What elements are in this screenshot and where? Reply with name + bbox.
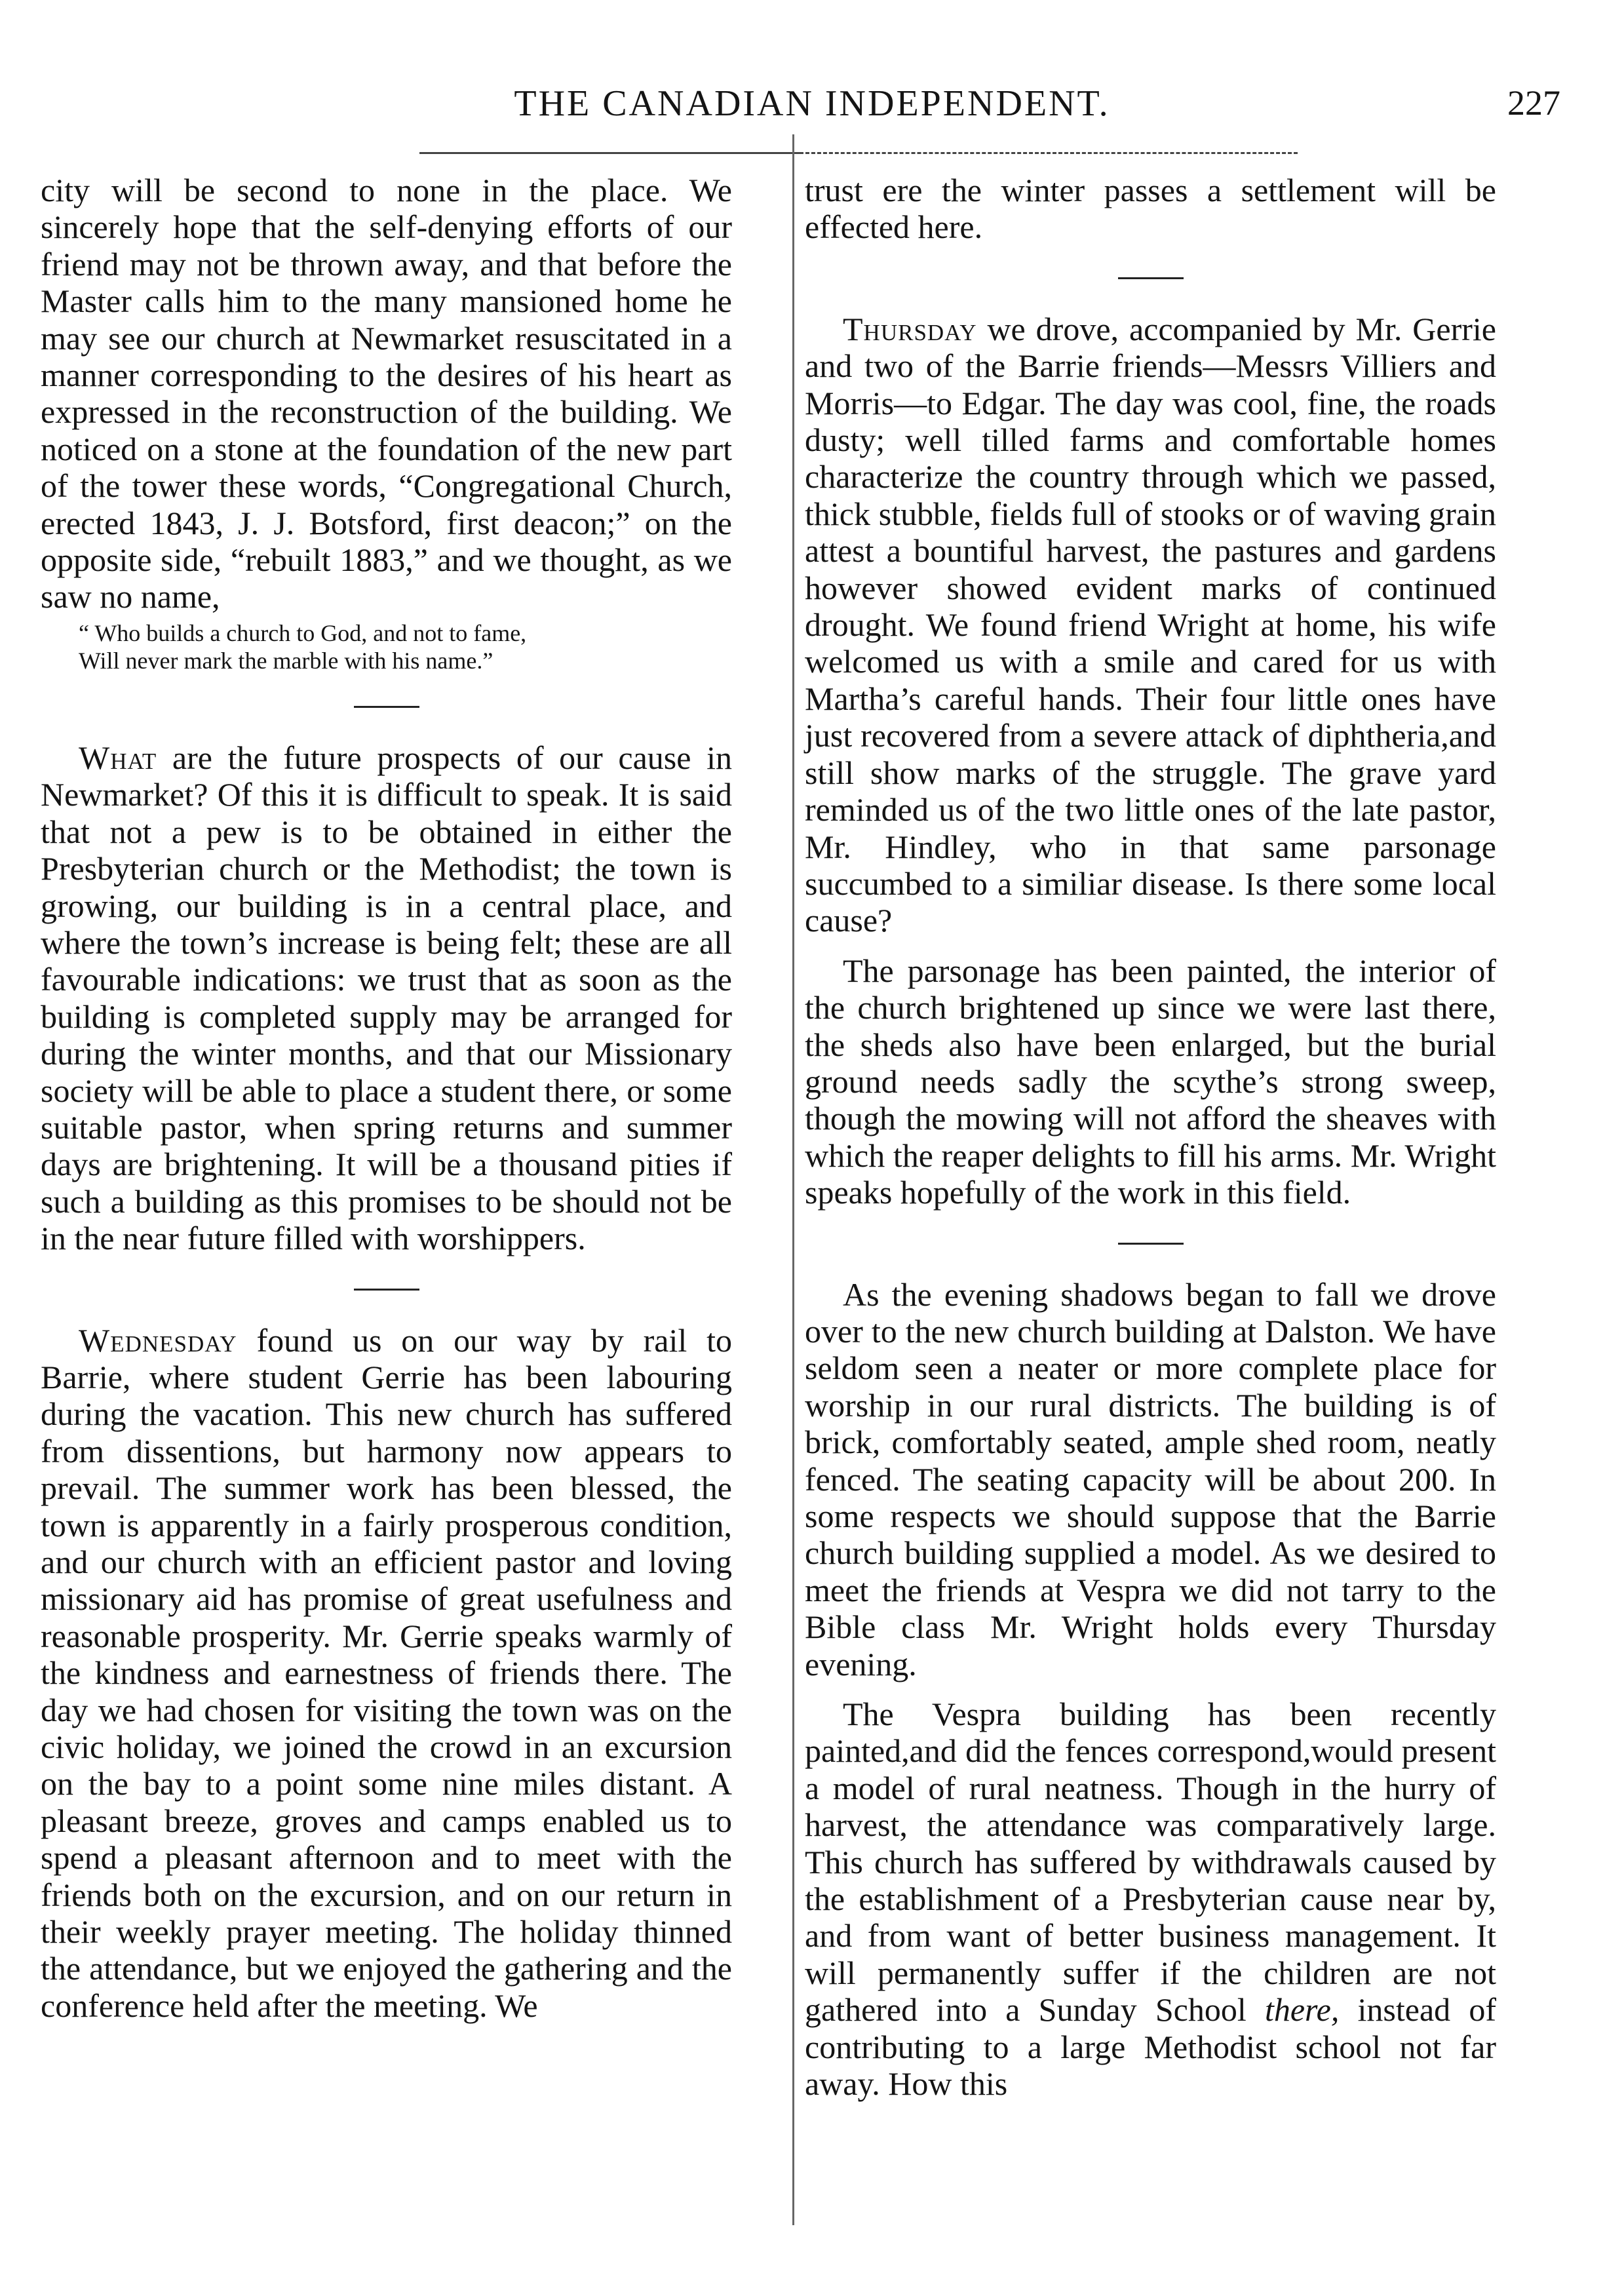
left-column [41,172,732,2024]
paragraph-text: instead of contributing to a large Methodist school not far away. How this [805,1991,1496,2103]
paragraph: trust ere the winter passes a settlement will be effected here. [805,172,1496,246]
emphasis: there, [1264,1991,1340,2029]
paragraph-text: are the future prospects of our cause in Newmarket? Of this it is difficult to speak. It is said that not a pew is to be obtained in either the Presbyterian church or the Methodist; the town is growing, our building is in a central place, and where the town’s increase is being felt; these are all favourable indications: we trust that as soon as the building is completed supply may be arranged for during the winter months, and that our Missionary society will be able to place a student there, or some suitable pastor, when spring returns and summer days are brightening. It will be a thousand pities if such a building as this promises to be should not be in the near future filled with worshippers. [41,739,732,1257]
paragraph-text: found us on our way by rail to Barrie, where student Gerrie has been labouring during the vacation. This new church has suffered from dissentions, but harmony now appears to prevail. The summer work has been blessed, the town is apparently in a fairly prosperous condition, and our church with an efficient pastor and loving missionary aid has promise of great usefulness and reasonable prosperity. Mr. Gerrie speaks warmly of the kindness and earnestness of friends there. The day we had chosen for visiting the town was on the civic holiday, we joined the crowd in an excursion on the bay to a point some nine miles distant. A pleasant breeze, groves and camps enabled us to spend a pleasant afternoon and to meet with the friends both on the excursion, and on our return in their weekly prayer meeting. The holiday thinned the attendance, but we enjoyed the gathering and the conference held after the meeting. We [41,1321,732,2024]
page-number: 227 [1507,83,1560,123]
page-header [0,80,1624,132]
paragraph [805,1696,1496,2102]
paragraph: The parsonage has been painted, the interior of the church brightened up since we were last there, the sheds also have been enlarged, but the burial ground needs sadly the scythe’s strong sweep, though the mowing will not afford the sheaves with which the reaper delights to fill his arms. Mr. Wright speaks hopefully of the work in this field. [805,952,1496,1211]
header-rule-right [800,152,1298,154]
section-separator [354,706,419,708]
lead-word: Thursday [843,310,977,347]
paragraph [41,739,732,1257]
section-separator [354,1289,419,1291]
paragraph: As the evening shadows began to fall we drove over to the new church building at Dalston. We have seldom seen a neater or more complete place for worship in our rural districts. The building is of brick, comfortably seated, ample shed room, neatly fenced. The seating capacity will be about 200. In some respects we should suppose that the Barrie church building supplied a model. As we desired to meet the friends at Vespra we did not tarry to the Bible class Mr. Wright holds every Thursday evening. [805,1275,1496,1682]
header-rule-left [419,152,800,154]
column-divider [792,134,794,2225]
verse-line: “ Who builds a church to God, and not to fame, [79,619,527,646]
verse-quote [41,619,732,674]
section-separator [1118,1243,1184,1245]
section-separator [1118,277,1184,279]
paragraph [805,311,1496,939]
right-column [805,172,1496,2103]
paragraph-text: we drove, accompanied by Mr. Gerrie and two of the Barrie friends—Messrs Villiers and Morris—to Edgar. The day was cool, fine, the roads dusty; well tilled farms and comfortable homes characterize the country through which we passed, thick stubble, fields full of stooks or of waving grain attest a bountiful harvest, the pastures and gardens however showed evident marks of continued drought. We found friend Wright at home, his wife welcomed us with a smile and cared for us with Martha’s careful hands. Their four little ones have just recovered from a severe attack of diphtheria,and still show marks of the struggle. The grave yard reminded us of the two little ones of the late pastor, Mr. Hindley, who in that same parsonage succumbed to a similiar disease. Is there some local cause? [805,310,1496,939]
paragraph [41,1322,732,2025]
verse-line: Will never mark the marble with his name.” [79,647,493,674]
paragraph: city will be second to none in the place. We sincerely hope that the self-denying efforts of our friend may not be thrown away, and that before the Master calls him to the many mansioned home he may see our church at Newmarket resuscitated in a manner corresponding to the desires of his heart as expressed in the reconstruction of the building. We noticed on a stone at the foundation of the new part of the tower these words, “Congregational Church, erected 1843, J. J. Botsford, first deacon;” on the opposite side, “rebuilt 1883,” and we thought, as we saw no name, [41,172,732,615]
lead-word: Wednesday [79,1321,237,1359]
paragraph-text: The Vespra building has been recently painted,and did the fences correspond,would present a model of rural neatness. Though in the hurry of harvest, the attendance was comparatively large. This church has suffered by withdrawals caused by the establishment of a Presbyterian cause near by, and from want of better business management. It will permanently suffer if the children are not gathered into a Sunday School [805,1696,1496,2029]
running-title: THE CANADIAN INDEPENDENT. [514,83,1110,124]
lead-word: What [79,739,157,776]
